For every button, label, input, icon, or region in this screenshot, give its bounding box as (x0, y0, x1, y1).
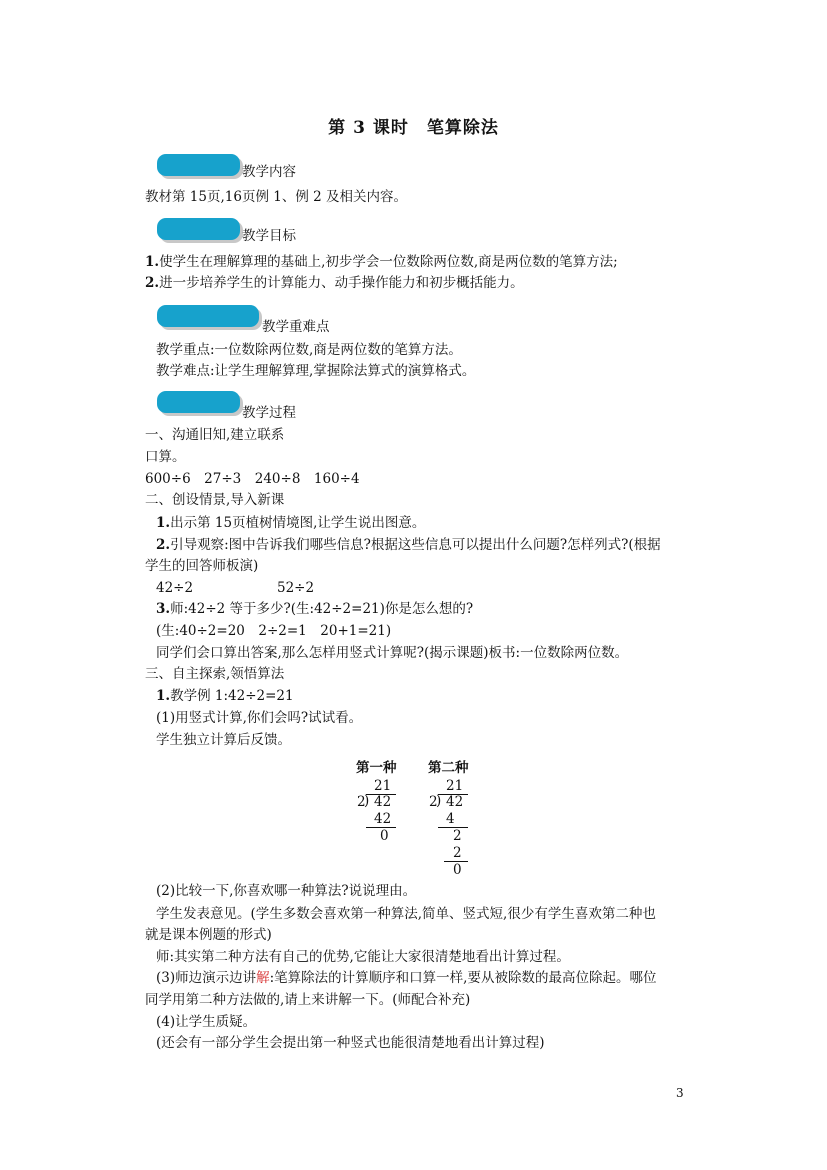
goal-text: 进一步培养学生的计算能力、动手操作能力和初步概括能力。 (159, 275, 524, 291)
question-note: (还会有一部分学生会提出第一种竖式也能很清楚地看出计算过程) (156, 1035, 545, 1051)
goal-number: 2. (145, 275, 160, 291)
expression: 52÷2 (277, 580, 315, 596)
paragraph (156, 513, 425, 534)
example-text: 教学例 1:42÷2=21 (170, 688, 294, 704)
goal-item (145, 252, 618, 273)
section-badge-goals (157, 218, 240, 240)
goal-text: 使学生在理解算理的基础上,初步学会一位数除两位数,商是两位数的笔算方法; (159, 254, 618, 270)
step-title: 二、创设情景,导入新课 (145, 492, 285, 508)
product: 42 (374, 811, 392, 827)
example-title (156, 686, 294, 707)
paragraph-text: 出示第 15页植树情境图,让学生说出图意。 (170, 515, 426, 531)
dividend: 42 (374, 794, 392, 810)
bracket-symbol: ) (364, 793, 370, 809)
paragraph (156, 599, 473, 620)
section-heading-process: 教学过程 (242, 405, 296, 421)
step-title: 三、自主探索,领悟算法 (145, 666, 285, 682)
difficulty-text: 教学难点:让学生理解算理,掌握除法算式的演算格式。 (156, 363, 476, 379)
paragraph-text: 师:42÷2 等于多少?(生:42÷2=21)你是怎么想的? (170, 601, 474, 617)
expression: 42÷2 (156, 580, 194, 596)
method-label: 第二种 (428, 760, 469, 776)
section-heading-content: 教学内容 (242, 164, 296, 180)
page-number: 3 (676, 1086, 684, 1100)
paragraph-text: 同学们会口算出答案,那么怎样用竖式计算呢?(揭示课题)板书:一位数除两位数。 (156, 645, 629, 661)
section-badge-process (157, 391, 240, 413)
dividend: 42 (446, 794, 464, 810)
goal-item (145, 273, 524, 294)
product: 2 (453, 845, 462, 861)
paragraph-number: 1. (156, 515, 171, 531)
content-text: 教材第 15页,16页例 1、例 2 及相关内容。 (145, 189, 407, 205)
step-title: 一、沟通旧知,建立联系 (145, 427, 285, 443)
paragraph-number: 3. (156, 601, 171, 617)
question-feedback: 学生独立计算后反馈。 (156, 732, 291, 748)
question (156, 968, 656, 989)
section-badge-content (157, 154, 240, 176)
question: (1)用竖式计算,你们会吗?试试看。 (156, 710, 363, 726)
question-text: (3)师边演示边讲 (156, 970, 257, 986)
paragraph-continuation: 就是课本例题的形式) (145, 927, 272, 943)
oral-items: 600÷6 27÷3 240÷8 160÷4 (145, 471, 360, 487)
quotient: 21 (446, 778, 464, 794)
paragraph-text: 学生发表意见。(学生多数会喜欢第一种算法,简单、竖式短,很少有学生喜欢第二种也 (156, 906, 656, 922)
bring-down-digit: 2 (453, 828, 462, 844)
section-heading-goals: 教学目标 (242, 228, 296, 244)
paragraph-continuation: 同学用第二种方法做的,请上来讲解一下。(师配合补充) (145, 992, 471, 1008)
goal-number: 1. (145, 254, 160, 270)
oral-label: 口算。 (145, 449, 186, 465)
question: (4)让学生质疑。 (156, 1014, 257, 1030)
remainder: 0 (380, 828, 389, 844)
remainder: 0 (453, 862, 462, 878)
student-answer: (生:40÷2=20 2÷2=1 20+1=21) (156, 623, 392, 639)
quotient: 21 (374, 778, 392, 794)
divisor: 2 (429, 794, 438, 810)
paragraph (156, 535, 661, 556)
focus-text: 教学重点:一位数除两位数,商是两位数的笔算方法。 (156, 342, 462, 358)
teacher-remark: 师:其实第二种方法有自己的优势,它能让大家很清楚地看出计算过程。 (156, 949, 570, 965)
highlighted-text: 解 (256, 970, 270, 986)
question: (2)比较一下,你喜欢哪一种算法?说说理由。 (156, 883, 417, 899)
section-heading-keypoints: 教学重难点 (262, 319, 330, 335)
method-label: 第一种 (356, 760, 397, 776)
question-text: :笔算除法的计算顺序和口算一样,要从被除数的最高位除起。哪位 (269, 970, 657, 986)
product: 4 (446, 811, 455, 827)
paragraph-continuation: 学生的回答师板演) (145, 558, 259, 574)
paragraph-text: 引导观察:图中告诉我们哪些信息?根据这些信息可以提出什么问题?怎样列式?(根据 (170, 537, 661, 553)
paragraph-number: 2. (156, 537, 171, 553)
example-number: 1. (156, 688, 171, 704)
page-title: 第 3 课时 笔算除法 (328, 118, 499, 138)
section-badge-keypoints (157, 305, 259, 327)
bracket-symbol: ) (436, 793, 442, 809)
divisor: 2 (357, 794, 366, 810)
